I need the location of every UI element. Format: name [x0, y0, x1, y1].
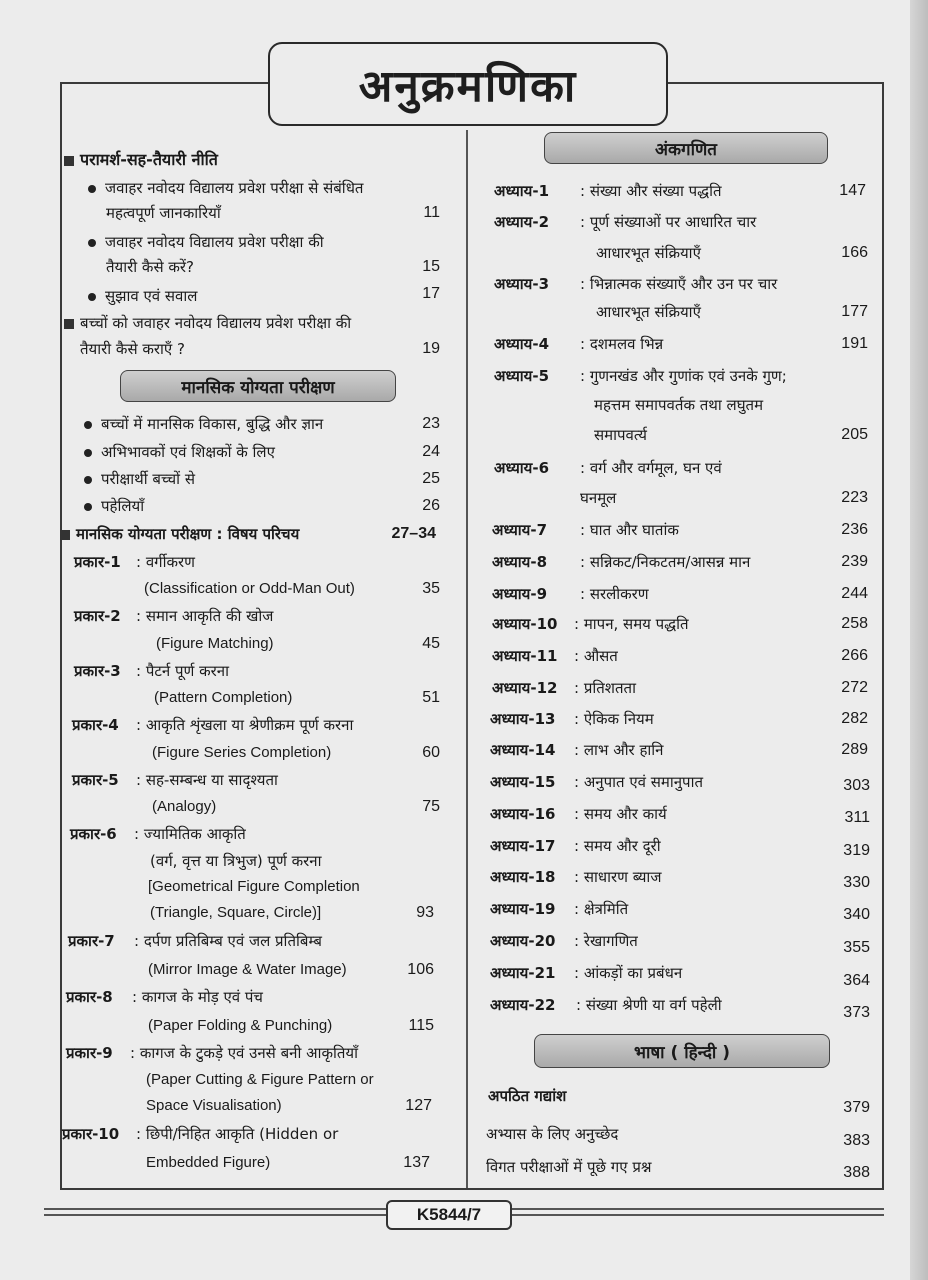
- type-label: प्रकार-4: [72, 716, 119, 734]
- square-bullet-icon: [64, 319, 74, 329]
- chapter-label: अध्याय-7: [492, 521, 548, 539]
- footer-code: K5844/7: [386, 1200, 512, 1230]
- type-title: : वर्गीकरण: [136, 553, 195, 571]
- type-label: प्रकार-7: [68, 932, 115, 950]
- type-label: प्रकार-10: [62, 1125, 120, 1143]
- page-number: 330: [843, 874, 870, 891]
- page-number: 364: [843, 972, 870, 989]
- type-subtitle: (Paper Folding & Punching): [148, 1017, 333, 1034]
- type-subtitle: (Pattern Completion): [154, 689, 293, 706]
- page-number: 289: [841, 741, 868, 758]
- page-number: 373: [843, 1004, 870, 1021]
- chapter-label: अध्याय-15: [490, 773, 556, 791]
- chapter-title-cont: आधारभूत संक्रियाएँ: [596, 303, 701, 321]
- chapter-label: अध्याय-2: [494, 213, 550, 231]
- list-item-cont: महत्वपूर्ण जानकारियाँ: [106, 204, 221, 222]
- chapter-label: अध्याय-3: [494, 275, 550, 293]
- type-title: : आकृति शृंखला या श्रेणीक्रम पूर्ण करना: [136, 716, 354, 734]
- list-item: परीक्षार्थी बच्चों से: [84, 469, 195, 489]
- chapter-label: अध्याय-14: [490, 741, 556, 759]
- section-heading-cont: तैयारी कैसे कराएँ ?: [80, 340, 185, 358]
- page-number: 93: [416, 904, 434, 921]
- page-number: 23: [422, 415, 440, 432]
- page-number: 383: [843, 1132, 870, 1149]
- type-title: : कागज के टुकड़े एवं उनसे बनी आकृतियाँ: [130, 1044, 359, 1062]
- chapter-label: अध्याय-12: [492, 679, 558, 697]
- chapter-title: : संख्या श्रेणी या वर्ग पहेली: [576, 996, 722, 1014]
- chapter-title: : मापन, समय पद्धति: [574, 615, 689, 633]
- page-number: 35: [422, 580, 440, 597]
- page-number: 19: [422, 340, 440, 357]
- page-number: 223: [841, 489, 868, 506]
- chapter-title: : रेखागणित: [574, 932, 638, 950]
- chapter-title: : क्षेत्रमिति: [574, 900, 629, 918]
- type-subtitle: Embedded Figure): [146, 1154, 271, 1171]
- page-number: 106: [407, 961, 434, 978]
- square-bullet-icon: [64, 156, 74, 166]
- page-number: 388: [843, 1164, 870, 1181]
- chapter-label: अध्याय-19: [490, 900, 556, 918]
- page-number: 11: [423, 204, 440, 221]
- type-subtitle: (Classification or Odd-Man Out): [144, 580, 355, 597]
- hindi-item: अपठित गद्यांश: [488, 1087, 567, 1105]
- chapter-label: अध्याय-21: [490, 964, 556, 982]
- list-item-cont: तैयारी कैसे करें?: [106, 258, 194, 276]
- chapter-label: अध्याय-13: [490, 710, 556, 728]
- bullet-icon: [84, 421, 92, 429]
- chapter-title: : सरलीकरण: [580, 585, 649, 603]
- section-heading-parents: बच्चों को जवाहर नवोदय विद्यालय प्रवेश परीक्षा की: [64, 313, 351, 333]
- chapter-title-cont: समापवर्त्य: [594, 426, 647, 444]
- type-title: : सह-सम्बन्ध या सादृश्यता: [136, 771, 278, 789]
- page-number: 244: [841, 585, 868, 602]
- chapter-title: : पूर्ण संख्याओं पर आधारित चार: [580, 213, 757, 231]
- chapter-title: : अनुपात एवं समानुपात: [574, 773, 704, 791]
- page-edge: [910, 0, 928, 1280]
- page-number: 236: [841, 521, 868, 538]
- page-number: 127: [405, 1097, 432, 1114]
- chapter-title: : सन्निकट/निकटतम/आसन्न मान: [580, 553, 751, 571]
- chapter-label: अध्याय-22: [490, 996, 556, 1014]
- chapter-title: : प्रतिशतता: [574, 679, 636, 697]
- page-number: 282: [841, 710, 868, 727]
- list-item: जवाहर नवोदय विद्यालय प्रवेश परीक्षा की: [88, 232, 324, 252]
- page-number: 177: [841, 303, 868, 320]
- chapter-title: : साधारण ब्याज: [574, 868, 662, 886]
- chapter-title: : घात और घातांक: [580, 521, 679, 539]
- list-item: सुझाव एवं सवाल: [88, 286, 197, 306]
- bullet-icon: [84, 476, 92, 484]
- hindi-item: विगत परीक्षाओं में पूछे गए प्रश्न: [486, 1158, 652, 1176]
- column-divider: [466, 130, 468, 1188]
- bullet-icon: [84, 449, 92, 457]
- page-number: 166: [841, 244, 868, 261]
- type-label: प्रकार-2: [74, 607, 121, 625]
- chapter-title: : औसत: [574, 647, 618, 665]
- page-title: अनुक्रमणिका: [358, 61, 578, 112]
- bullet-icon: [84, 503, 92, 511]
- page-number: 51: [422, 689, 440, 706]
- chapter-label: अध्याय-8: [492, 553, 548, 571]
- type-title: : ज्यामितिक आकृति: [134, 825, 246, 843]
- bullet-icon: [88, 185, 96, 193]
- section-heading-counselling: परामर्श-सह-तैयारी नीति: [64, 150, 218, 170]
- section-header-arithmetic: अंकगणित: [544, 132, 828, 164]
- section-header-language: भाषा ( हिन्दी ): [534, 1034, 830, 1068]
- page-number: 355: [843, 939, 870, 956]
- chapter-label: अध्याय-17: [490, 837, 556, 855]
- page-number: 191: [841, 335, 868, 352]
- page-number: 311: [844, 809, 870, 826]
- page-number: 25: [422, 470, 440, 487]
- chapter-title: : समय और कार्य: [574, 805, 667, 823]
- type-label: प्रकार-8: [66, 988, 113, 1006]
- chapter-title-cont: घनमूल: [580, 489, 617, 507]
- page-number: 137: [403, 1154, 430, 1171]
- type-subtitle: (Figure Series Completion): [152, 744, 332, 761]
- type-subtitle: (Figure Matching): [156, 635, 274, 652]
- type-title: : समान आकृति की खोज: [136, 607, 274, 625]
- type-label: प्रकार-1: [74, 553, 121, 571]
- type-title: : कागज के मोड़ एवं पंच: [132, 988, 263, 1006]
- list-item: बच्चों में मानसिक विकास, बुद्धि और ज्ञान: [84, 414, 323, 434]
- type-label: प्रकार-5: [72, 771, 119, 789]
- chapter-label: अध्याय-1: [494, 182, 550, 200]
- chapter-label: अध्याय-11: [492, 647, 558, 665]
- chapter-label: अध्याय-4: [494, 335, 550, 353]
- page-number: 115: [408, 1017, 434, 1034]
- hindi-item: अभ्यास के लिए अनुच्छेद: [486, 1125, 619, 1143]
- chapter-label: अध्याय-18: [490, 868, 556, 886]
- page-number: 258: [841, 615, 868, 632]
- type-subtitle: (Paper Cutting & Figure Pattern or: [146, 1071, 374, 1088]
- page-number: 266: [841, 647, 868, 664]
- bullet-icon: [88, 293, 96, 301]
- page-number: 75: [422, 798, 440, 815]
- type-subtitle: (Analogy): [152, 798, 217, 815]
- intro-heading: मानसिक योग्यता परीक्षण : विषय परिचय: [60, 524, 299, 544]
- title-box: [268, 42, 668, 126]
- chapter-title-cont: महत्तम समापवर्तक तथा लघुतम: [594, 396, 764, 414]
- page-number: 45: [422, 635, 440, 652]
- chapter-title: : दशमलव भिन्न: [580, 335, 664, 353]
- chapter-title: : आंकड़ों का प्रबंधन: [574, 964, 683, 982]
- chapter-label: अध्याय-5: [494, 367, 550, 385]
- chapter-title: : वर्ग और वर्गमूल, घन एवं: [580, 459, 722, 477]
- page-number: 205: [841, 426, 868, 443]
- page-number: 239: [841, 553, 868, 570]
- page-number: 24: [422, 443, 440, 460]
- type-title-cont: (वर्ग, वृत्त या त्रिभुज) पूर्ण करना: [150, 852, 322, 870]
- type-label: प्रकार-9: [66, 1044, 113, 1062]
- page-number: 303: [843, 777, 870, 794]
- chapter-title: : संख्या और संख्या पद्धति: [580, 182, 722, 200]
- chapter-title: : लाभ और हानि: [574, 741, 664, 759]
- chapter-label: अध्याय-10: [492, 615, 558, 633]
- page-number: 15: [422, 258, 440, 275]
- chapter-title: : समय और दूरी: [574, 837, 661, 855]
- chapter-label: अध्याय-20: [490, 932, 556, 950]
- chapter-title: : गुणनखंड और गुणांक एवं उनके गुण;: [580, 367, 787, 385]
- type-subtitle: (Mirror Image & Water Image): [148, 961, 347, 978]
- type-subtitle-cont: (Triangle, Square, Circle)]: [150, 904, 322, 921]
- chapter-title: : भिन्नात्मक संख्याएँ और उन पर चार: [580, 275, 778, 293]
- square-bullet-icon: [60, 530, 70, 540]
- page-number: 60: [422, 744, 440, 761]
- type-title: : दर्पण प्रतिबिम्ब एवं जल प्रतिबिम्ब: [134, 932, 322, 950]
- chapter-title-cont: आधारभूत संक्रियाएँ: [596, 244, 701, 262]
- chapter-label: अध्याय-6: [494, 459, 550, 477]
- page-number: 26: [422, 497, 440, 514]
- section-header-mental-ability: मानसिक योग्यता परीक्षण: [120, 370, 396, 402]
- list-item: जवाहर नवोदय विद्यालय प्रवेश परीक्षा से संबंधित: [88, 178, 363, 198]
- list-item: पहेलियाँ: [84, 496, 144, 516]
- type-label: प्रकार-3: [74, 662, 121, 680]
- page-number: 147: [839, 182, 866, 199]
- type-title: : छिपी/निहित आकृति (Hidden or: [136, 1125, 339, 1143]
- chapter-label: अध्याय-16: [490, 805, 556, 823]
- type-subtitle-cont: Space Visualisation): [146, 1097, 282, 1114]
- bullet-icon: [88, 239, 96, 247]
- page-number: 319: [843, 842, 870, 859]
- list-item: अभिभावकों एवं शिक्षकों के लिए: [84, 442, 275, 462]
- page-number: 27–34: [391, 525, 436, 542]
- page-number: 340: [843, 906, 870, 923]
- type-label: प्रकार-6: [70, 825, 117, 843]
- page-number: 272: [841, 679, 868, 696]
- chapter-title: : ऐकिक नियम: [574, 710, 654, 728]
- page-number: 379: [843, 1099, 870, 1116]
- type-title: : पैटर्न पूर्ण करना: [136, 662, 229, 680]
- chapter-label: अध्याय-9: [492, 585, 548, 603]
- type-subtitle: [Geometrical Figure Completion: [148, 878, 360, 895]
- page-number: 17: [422, 285, 440, 302]
